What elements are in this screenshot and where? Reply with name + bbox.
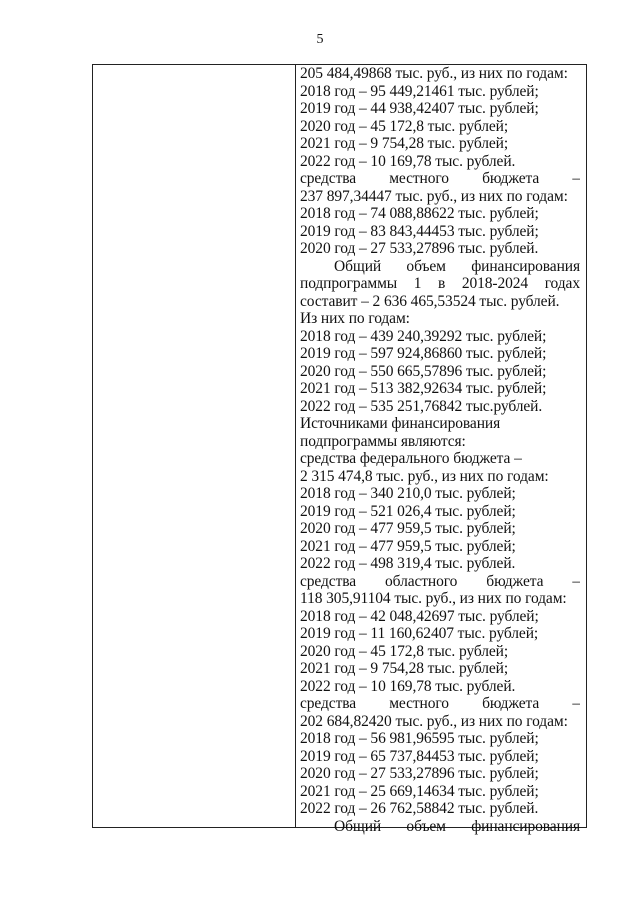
- text-line: 2018 год – 340 210,0 тыс. рублей;: [300, 485, 516, 502]
- text-word: бюджета: [486, 572, 544, 590]
- text-word: финансирования: [471, 817, 580, 835]
- text-line: 2018 год – 439 240,39292 тыс. рублей;: [300, 327, 547, 345]
- text-line: 237 897,34447 тыс. руб., из них по годам:: [300, 187, 568, 205]
- text-word: бюджета: [482, 695, 540, 712]
- text-line: [300, 573, 580, 591]
- text-word: –: [572, 572, 580, 590]
- text-line: 2019 год – 11 160,62407 тыс. рублей;: [300, 625, 539, 642]
- text-word: подпрограммы: [300, 275, 398, 292]
- text-line: составит – 2 636 465,53524 тыс. рублей.: [300, 292, 560, 310]
- text-line: [300, 695, 580, 713]
- text-word: местного: [389, 170, 449, 187]
- text-line: 2022 год – 498 319,4 тыс. рублей.: [300, 555, 516, 572]
- text-line: 2021 год – 477 959,5 тыс. рублей;: [300, 537, 516, 555]
- text-word: Общий: [334, 257, 382, 275]
- text-line: 2019 год – 44 938,42407 тыс. рублей;: [300, 100, 539, 117]
- text-line: 2022 год – 535 251,76842 тыс.рублей.: [300, 397, 543, 415]
- text-word: областного: [385, 572, 458, 590]
- text-line: [300, 258, 580, 276]
- text-word: Общий: [334, 817, 382, 835]
- text-line: 2022 год – 26 762,58842 тыс. рублей.: [300, 800, 539, 817]
- text-word: финансирования: [471, 257, 580, 275]
- text-line: 2022 год – 10 169,78 тыс. рублей.: [300, 152, 516, 170]
- text-word: средства: [300, 695, 357, 712]
- content-table: [92, 64, 587, 835]
- text-line: 2022 год – 10 169,78 тыс. рублей.: [300, 677, 516, 695]
- text-line: 2018 год – 95 449,21461 тыс. рублей;: [300, 82, 539, 100]
- text-line: 2020 год – 27 533,27896 тыс. рублей;: [300, 765, 539, 782]
- text-line: Из них по годам:: [300, 310, 410, 327]
- text-line: 2 315 474,8 тыс. руб., из них по годам:: [300, 467, 549, 485]
- text-line: средства федерального бюджета –: [300, 450, 522, 467]
- text-line: подпрограммы являются:: [300, 432, 466, 450]
- text-word: в: [437, 275, 446, 292]
- table-left-cell: [93, 65, 296, 827]
- text-line: 2021 год – 9 754,28 тыс. рублей;: [300, 660, 509, 677]
- text-word: объем: [406, 817, 446, 835]
- page-number: 5: [316, 32, 324, 47]
- text-word: местного: [389, 695, 449, 712]
- text-word: годах: [544, 275, 580, 292]
- text-word: –: [572, 170, 580, 187]
- text-line: [300, 275, 580, 293]
- table-right-cell: [296, 65, 586, 835]
- text-line: 2019 год – 521 026,4 тыс. рублей;: [300, 502, 516, 520]
- text-line: 2021 год – 25 669,14634 тыс. рублей;: [300, 782, 539, 800]
- text-line: 205 484,49868 тыс. руб., из них по годам:: [300, 65, 568, 82]
- text-line: 2020 год – 550 665,57896 тыс. рублей;: [300, 362, 547, 380]
- text-word: –: [572, 695, 580, 712]
- text-line: 202 684,82420 тыс. руб., из них по годам:: [300, 712, 568, 730]
- text-word: 1: [413, 275, 422, 292]
- text-line: 2018 год – 42 048,42697 тыс. рублей;: [300, 607, 539, 625]
- text-line: 2021 год – 9 754,28 тыс. рублей;: [300, 135, 509, 152]
- text-line: 118 305,91104 тыс. руб., из них по годам:: [300, 590, 567, 607]
- text-line: [300, 170, 580, 188]
- text-word: объем: [406, 257, 446, 275]
- text-line: 2020 год – 45 172,8 тыс. рублей;: [300, 642, 509, 660]
- text-word: бюджета: [482, 170, 540, 187]
- text-line: 2018 год – 74 088,88622 тыс. рублей;: [300, 205, 539, 222]
- text-line: 2020 год – 45 172,8 тыс. рублей;: [300, 117, 509, 135]
- text-line: Источниками финансирования: [300, 415, 501, 432]
- text-word: средства: [300, 170, 357, 187]
- text-line: 2020 год – 27 533,27896 тыс. рублей.: [300, 240, 539, 257]
- text-line: 2020 год – 477 959,5 тыс. рублей;: [300, 520, 516, 537]
- text-line: 2019 год – 597 924,86860 тыс. рублей;: [300, 345, 547, 362]
- text-line: 2018 год – 56 981,96595 тыс. рублей;: [300, 730, 539, 747]
- text-line: 2019 год – 65 737,84453 тыс. рублей;: [300, 747, 539, 765]
- text-line: 2021 год – 513 382,92634 тыс. рублей;: [300, 380, 547, 397]
- text-word: 2018-2024: [461, 275, 529, 292]
- text-word: средства: [300, 572, 357, 590]
- text-line: 2019 год – 83 843,44453 тыс. рублей;: [300, 222, 539, 240]
- text-line: [300, 818, 580, 836]
